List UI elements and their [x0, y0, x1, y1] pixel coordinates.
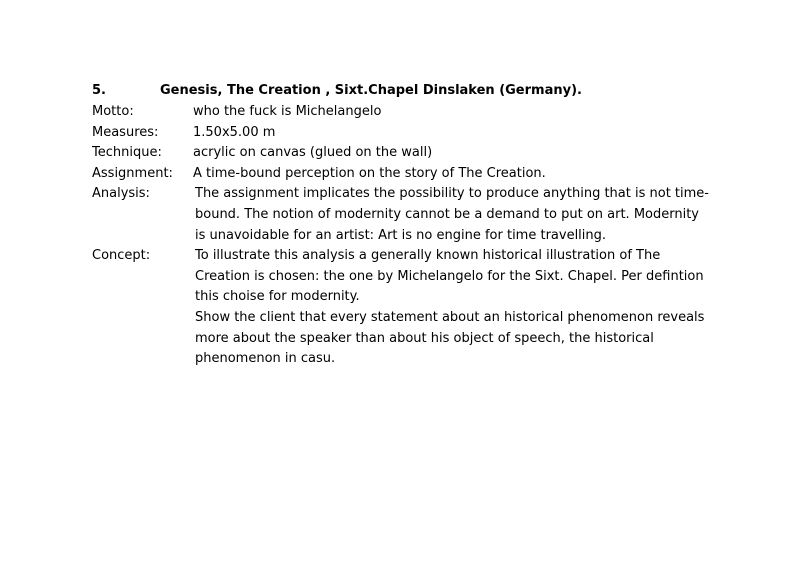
item-title: Genesis, The Creation , Sixt.Chapel Dinslaken (Germany). [160, 83, 582, 98]
assignment-label: Assignment: [92, 165, 173, 181]
motto-label: Motto: [92, 104, 134, 119]
measures-label: Measures: [92, 124, 159, 140]
concept-label: Concept: [92, 248, 151, 264]
assignment-value: A time-bound perception on the story of The Creation. [193, 165, 546, 181]
analysis-line: bound. The notion of modernity cannot be a demand to put on art. Modernity [195, 206, 699, 222]
concept-line: this choise for modernity. [195, 289, 360, 305]
concept-line: more about the speaker than about his object of speech, the historical [195, 330, 654, 346]
concept-line: phenomenon in casu. [195, 351, 336, 367]
measures-value: 1.50x5.00 m [193, 124, 276, 140]
technique-label: Technique: [92, 145, 162, 161]
item-number: 5. [92, 83, 106, 98]
motto-value: who the fuck is Michelangelo [193, 104, 382, 119]
technique-value: acrylic on canvas (glued on the wall) [193, 145, 433, 161]
analysis-label: Analysis: [92, 186, 150, 202]
analysis-line: is unavoidable for an artist: Art is no engine for time travelling. [195, 227, 607, 243]
analysis-text [195, 184, 715, 246]
concept-line: Creation is chosen: the one by Michelangelo for the Sixt. Chapel. Per defintion [195, 268, 704, 284]
concept-line: To illustrate this analysis a generally known historical illustration of The [195, 248, 661, 264]
analysis-line: The assignment implicates the possibility to produce anything that is not time- [195, 186, 709, 202]
concept-line: Show the client that every statement about an historical phenomenon reveals [195, 309, 705, 325]
concept-text [195, 246, 715, 370]
